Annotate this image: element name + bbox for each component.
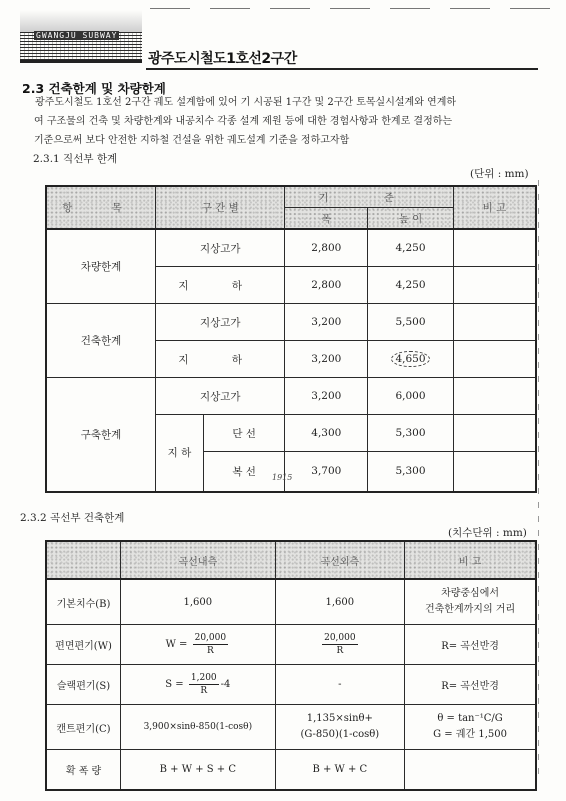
curve-limit-table	[45, 540, 537, 791]
table-cell-height: 5,300	[368, 415, 454, 452]
table-cell-width: 2,800	[285, 229, 368, 267]
paragraph-line-1: 광주도시철도 1호선 2구간 궤도 설계함에 있어 기 시공된 1구간 및 2구간 토목실시설계와 연계하	[35, 97, 457, 108]
row-label: 확 폭 량	[46, 750, 121, 791]
formula-w-inner: W = $\frac{20,000}{R}$	[121, 625, 275, 665]
header-section: 구 간 별	[156, 186, 285, 229]
row-label: 캔트편기(C)	[46, 705, 121, 750]
formula-total-outer: B + W + C	[275, 750, 405, 791]
table-cell-outer: -	[275, 665, 405, 705]
section-title: 2.3 건축한계 및 차량한계	[22, 81, 166, 96]
circled-value: 4,650	[391, 351, 429, 367]
page-edge-mark	[538, 180, 539, 780]
table-cell-width: 3,700	[285, 452, 368, 492]
header-height: 높 이	[368, 208, 454, 230]
header-top-rule	[150, 8, 550, 9]
header-standard: 기 준	[285, 186, 453, 208]
row-label: 슬랙편기(S)	[46, 665, 121, 705]
table-cell-section: 단 선	[203, 415, 285, 452]
table-cell-remark	[453, 267, 536, 304]
table-cell-height	[368, 341, 454, 378]
table-cell-remark	[453, 378, 536, 415]
building-limit-label: 건축한계	[46, 304, 156, 378]
table-cell-remark: R= 곡선반경	[405, 665, 536, 705]
formula-w-outer: $\frac{20,000}{R}$	[275, 625, 405, 665]
logo-text: GWANGJU SUBWAY	[36, 31, 118, 40]
table-cell-height: 5,300	[368, 452, 454, 492]
table-cell-width: 3,200	[285, 378, 368, 415]
formula-total-inner: B + W + S + C	[121, 750, 275, 791]
header-outer: 곡선외측	[275, 541, 405, 579]
table-cell-width: 4,300	[285, 415, 368, 452]
table-cell-inner: 1,600	[121, 579, 275, 625]
table-cell-remark	[453, 229, 536, 267]
table-cell-outer: 1,600	[275, 579, 405, 625]
row-label: 편면편기(W)	[46, 625, 121, 665]
document-header-title: 광주도시철도1호선2구간	[148, 51, 297, 67]
structure-underground-label: 지 하	[156, 415, 204, 492]
header-blank	[46, 541, 121, 579]
header-item: 항 목	[46, 186, 156, 229]
table-cell-section: 지 하	[156, 267, 285, 304]
table-cell-width: 3,200	[285, 341, 368, 378]
row-label: 기본치수(B)	[46, 579, 121, 625]
table-cell-section: 지상고가	[156, 304, 285, 341]
table-cell-remark	[453, 304, 536, 341]
straight-section-title: 2.3.1 직선부 한계	[33, 153, 118, 165]
formula-c-outer: 1,135×sinθ+ (G-850)(1-cosθ)	[275, 705, 405, 750]
paragraph-line-2: 여 구조물의 건축 및 차량한계와 내공치수 각종 설계 제원 등에 대한 경험사항과 한계로 결정하는	[34, 116, 453, 127]
header-width: 폭	[285, 208, 368, 230]
table-cell-remark: θ = tan⁻¹C/G G = 궤간 1,500	[405, 705, 536, 750]
paragraph-line-3: 기준으로써 보다 안전한 지하철 건설을 위한 궤도설계 기준을 정하고자함	[34, 135, 350, 146]
table-cell-height: 4,250	[368, 267, 454, 304]
vehicle-limit-label: 차량한계	[46, 229, 156, 304]
formula-c-inner: 3,900×sinθ-850(1-cosθ)	[121, 705, 275, 750]
table-cell-remark	[453, 341, 536, 378]
curve-unit-label: (치수단위 : mm)	[448, 527, 527, 539]
curve-section-title: 2.3.2 곡선부 건축한계	[20, 512, 125, 524]
table-cell-section: 복 선	[203, 452, 285, 492]
table-cell-remark: R= 곡선반경	[405, 625, 536, 665]
straight-limit-table	[45, 185, 537, 493]
handwritten-note: 1915	[272, 473, 293, 482]
header-underline	[146, 68, 538, 70]
structure-limit-label: 구축한계	[46, 378, 156, 492]
formula-s-inner: S = $\frac{1,200}{R}$ -4	[121, 665, 275, 705]
table-cell-height: 6,000	[368, 378, 454, 415]
table-cell-remark: 차량중심에서 건축한계까지의 거리	[405, 579, 536, 625]
table-cell-remark	[453, 452, 536, 492]
table-cell-section: 지상고가	[156, 378, 285, 415]
table-cell-height: 5,500	[368, 304, 454, 341]
table-cell-width: 3,200	[285, 304, 368, 341]
subway-logo-image	[20, 10, 142, 63]
table-cell-section: 지 하	[156, 341, 285, 378]
straight-unit-label: (단위 : mm)	[470, 168, 529, 180]
table-cell-remark	[453, 415, 536, 452]
header-remark: 비 고	[453, 186, 536, 229]
table-cell-remark	[405, 750, 536, 791]
table-cell-height: 4,250	[368, 229, 454, 267]
table-cell-section: 지상고가	[156, 229, 285, 267]
table-cell-width: 2,800	[285, 267, 368, 304]
header-inner: 곡선내측	[121, 541, 275, 579]
header-remark: 비 고	[405, 541, 536, 579]
